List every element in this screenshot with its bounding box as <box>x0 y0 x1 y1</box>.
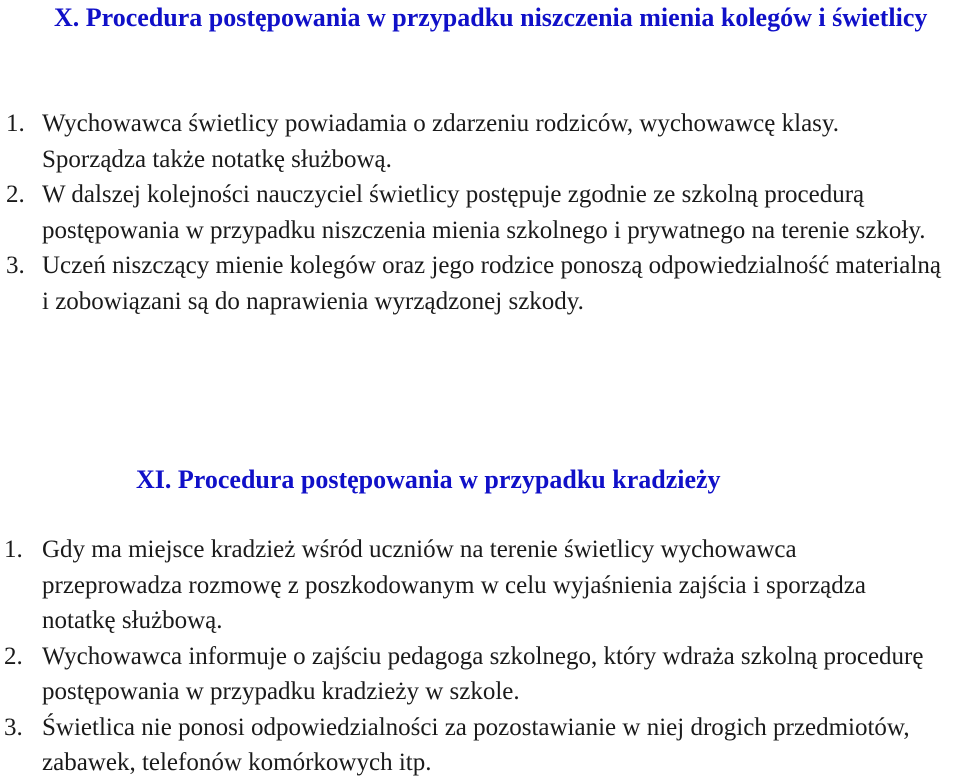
section-xi-list <box>0 532 942 781</box>
list-item-marker: 2. <box>6 181 25 208</box>
section-x-heading <box>14 0 954 35</box>
list-item-text: Świetlica nie ponosi odpowiedzialności za pozostawianie w niej drogich przedmiotów, zabawek, telefonów komórkowych itp. <box>42 713 910 776</box>
list-item-text: Wychowawca informuje o zajściu pedagoga szkolnego, który wdraża szkolną procedurę postępowania w przypadku kradzieży w szkole. <box>42 642 924 705</box>
section-xi-title: Procedura postępowania w przypadku kradzieży <box>177 465 721 494</box>
list-item-marker: 1. <box>6 110 25 137</box>
list-item <box>0 248 942 319</box>
list-item <box>0 106 942 177</box>
list-item <box>0 177 942 248</box>
list-item-text: Uczeń niszczący mienie kolegów oraz jego rodzice ponoszą odpowiedzialność materialną i zobowiązani są do naprawienia wyrządzonej szkody. <box>42 252 941 315</box>
list-item-text: W dalszej kolejności nauczyciel świetlicy postępuje zgodnie ze szkolną procedurą postępowania w przypadku niszczenia mienia szkolnego i prywatnego na terenie szkoły. <box>42 181 926 244</box>
section-xi-number: XI. <box>136 465 172 494</box>
list-item-marker: 2. <box>4 642 23 670</box>
list-item-marker: 3. <box>4 713 23 741</box>
list-item-marker: 3. <box>6 252 25 279</box>
section-x-title: Procedura postępowania w przypadku niszczenia mienia kolegów i świetlicy <box>85 3 928 32</box>
list-item <box>0 639 942 710</box>
section-x-number: X. <box>54 3 80 32</box>
list-item-text: Gdy ma miejsce kradzież wśród uczniów na terenie świetlicy wychowawca przeprowadza rozmowę z poszkodowanym w celu wyjaśnienia zajścia i sporządza notatkę służbową. <box>42 536 866 634</box>
list-item-text: Wychowawca świetlicy powiadamia o zdarzeniu rodziców, wychowawcę klasy. Sporządza także notatkę służbową. <box>42 110 840 173</box>
list-item-marker: 1. <box>4 536 23 563</box>
section-x-list <box>0 106 942 319</box>
list-item <box>0 532 942 639</box>
section-xi-heading <box>136 462 936 497</box>
list-item <box>0 710 942 781</box>
